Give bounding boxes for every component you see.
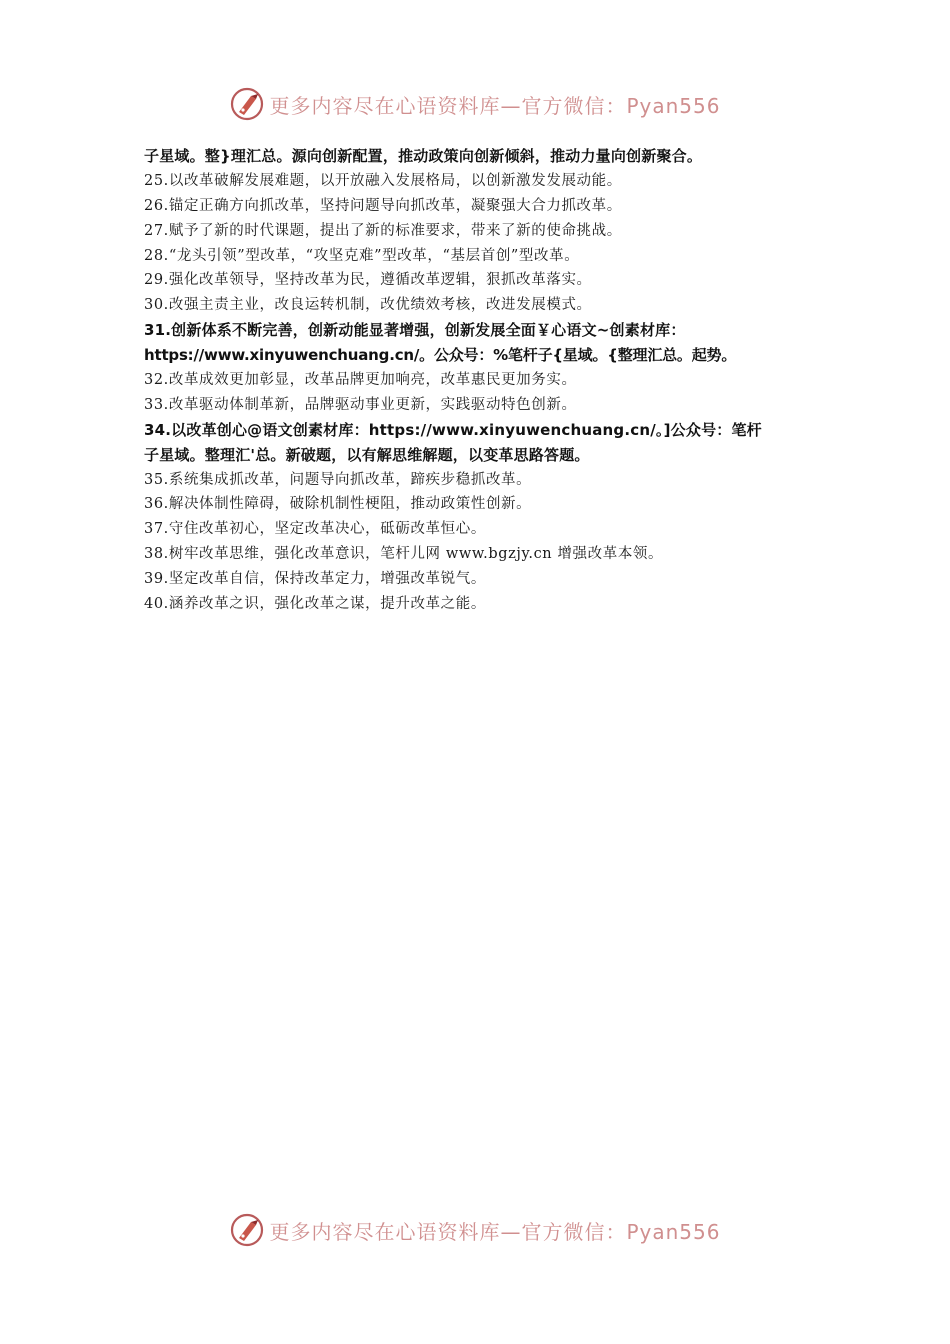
text-line: 32.改革成效更加彰显，改革品牌更加响亮，改革惠民更加务实。	[144, 372, 577, 389]
text-line: 34.以改革创心@语文创素材库：https://www.xinyuwenchuang.cn/。]公众号：笔杆	[144, 420, 762, 439]
text-line: 28.“龙头引领”型改革，“攻坚克难”型改革，“基层首创”型改革。	[144, 247, 580, 264]
text-line: https://www.xinyuwenchuang.cn/。公众号：%笔杆子{星域。{整理汇总。起势。	[144, 346, 737, 365]
text-line: 31.创新体系不断完善，创新动能显著增强，创新发展全面￥心语文~创素材库：	[144, 321, 686, 340]
text-line: 29.强化改革领导，坚持改革为民，遵循改革逻辑，狠抓改革落实。	[144, 272, 592, 289]
header-banner-text: 更多内容尽在心语资料库—官方微信：Pyan556	[269, 93, 721, 118]
pen-nib-icon	[229, 86, 265, 122]
footer-banner-text: 更多内容尽在心语资料库—官方微信：Pyan556	[269, 1219, 721, 1244]
footer-banner	[0, 1210, 950, 1250]
text-line: 子星域。整理汇'总。新破题，以有解思维解题，以变革思路答题。	[144, 445, 590, 464]
text-line: 子星域。整}理汇总。源向创新配置，推动政策向创新倾斜，推动力量向创新聚合。	[144, 147, 703, 165]
text-line: 30.改强主责主业，改良运转机制，改优绩效考核，改进发展模式。	[144, 297, 592, 314]
text-line: 39.坚定改革自信，保持改革定力，增强改革锐气。	[144, 571, 486, 588]
text-line: 26.锚定正确方向抓改革，坚持问题导向抓改革，凝聚强大合力抓改革。	[144, 197, 622, 214]
text-line: 40.涵养改革之识，强化改革之谋，提升改革之能。	[144, 596, 486, 613]
text-line: 27.赋予了新的时代课题，提出了新的标准要求，带来了新的使命挑战。	[144, 222, 622, 239]
text-line: 38.树牢改革思维，强化改革意识，笔杆儿网 www.bgzjy.cn 增强改革本领。	[144, 546, 664, 563]
text-line: 25.以改革破解发展难题，以开放融入发展格局，以创新激发发展动能。	[144, 172, 622, 189]
text-line: 37.守住改革初心，坚定改革决心，砥砺改革恒心。	[144, 521, 486, 538]
text-line: 35.系统集成抓改革，问题导向抓改革，蹄疾步稳抓改革。	[144, 471, 532, 488]
text-line: 33.改革驱动体制革新，品牌驱动事业更新，实践驱动特色创新。	[144, 396, 577, 413]
pen-nib-icon	[229, 1212, 265, 1248]
document-body	[144, 144, 814, 617]
header-banner	[0, 84, 950, 124]
text-line: 36.解决体制性障碍，破除机制性梗阻，推动政策性创新。	[144, 496, 532, 513]
